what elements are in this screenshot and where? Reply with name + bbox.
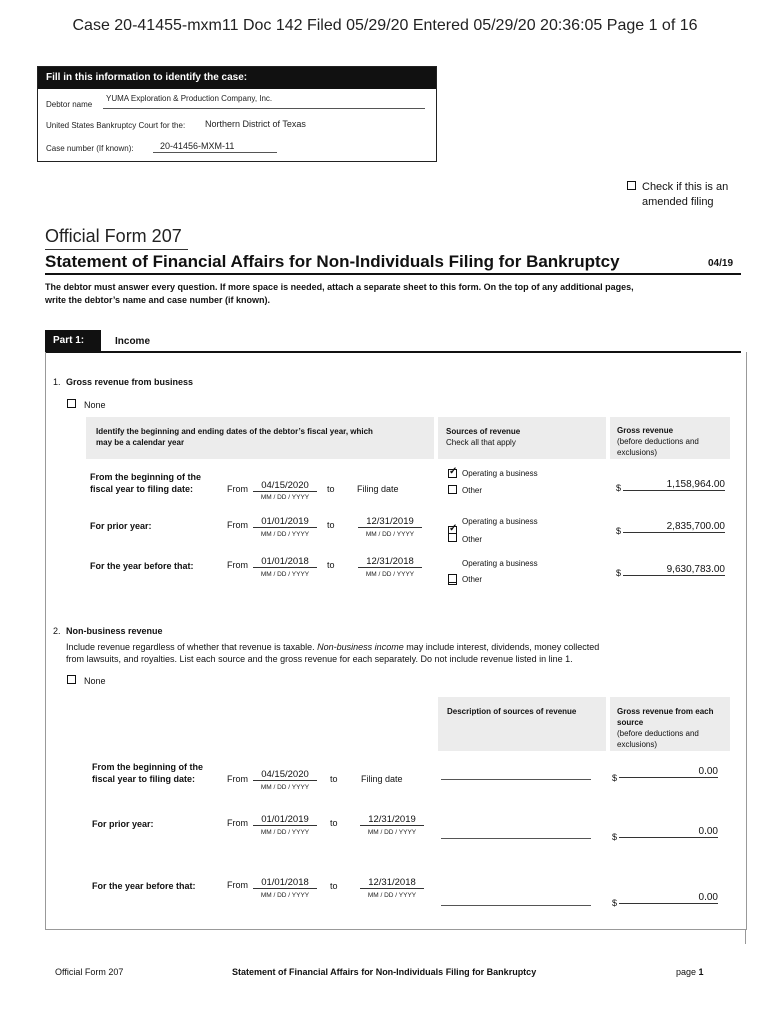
case-number-line xyxy=(153,152,277,153)
q2-row-1-to: to xyxy=(330,818,338,828)
case-number-value[interactable]: 20-41456-MXM-11 xyxy=(160,141,235,151)
q2-row-1-dollar: $ xyxy=(612,832,618,842)
q1-row-0-other-label: Other xyxy=(462,486,483,495)
q2-row-0-dollar: $ xyxy=(612,773,618,783)
q2-header-gross-3: (before deductions and xyxy=(617,729,699,738)
frame-tail xyxy=(745,930,746,944)
q2-header-gross-1: Gross revenue from each xyxy=(617,707,714,716)
q2-description-line-1 xyxy=(66,641,736,653)
q1-row-1-other-checkbox[interactable] xyxy=(448,533,457,542)
q1-row-1-label: For prior year: xyxy=(90,521,152,531)
q2-row-1-from: From xyxy=(227,818,248,828)
debtor-name-line xyxy=(103,108,425,109)
title-rule xyxy=(45,273,741,275)
q2-row-0-description-field[interactable] xyxy=(441,779,591,780)
q1-header-gross-1: Gross revenue xyxy=(617,426,674,435)
q1-row-0-end[interactable]: Filing date xyxy=(357,484,399,494)
q1-row-2-end-date[interactable]: 12/31/2018 xyxy=(358,556,422,568)
q1-header-identify xyxy=(86,417,434,459)
q1-row-0-label-2: fiscal year to filing date: xyxy=(90,484,194,494)
q2-row-0-start-date[interactable]: 04/15/2020 xyxy=(253,769,317,781)
q2-row-2-from: From xyxy=(227,880,248,890)
q1-row-0-start-format: MM / DD / YYYY xyxy=(260,494,310,501)
q1-row-1-to: to xyxy=(327,520,335,530)
q2-row-1-end-date[interactable]: 12/31/2019 xyxy=(360,814,424,826)
form-title: Statement of Financial Affairs for Non-Individuals Filing for Bankruptcy xyxy=(45,252,620,271)
q2-row-0-to: to xyxy=(330,774,338,784)
q2-none-checkbox[interactable] xyxy=(67,675,76,684)
q2-title: Non-business revenue xyxy=(66,626,163,636)
q2-row-2-end-date[interactable]: 12/31/2018 xyxy=(360,877,424,889)
q2-header-gross-4: exclusions) xyxy=(617,740,658,749)
q1-row-2-amount[interactable]: 9,630,783.00 xyxy=(623,564,725,576)
q1-row-0-start-date[interactable]: 04/15/2020 xyxy=(253,480,317,492)
q1-row-2-dollar: $ xyxy=(616,568,622,578)
q2-description-line-2: from lawsuits, and royalties. List each source and the gross revenue for each separately. Do not include revenue listed in line 1. xyxy=(66,654,573,664)
q2-row-2-amount[interactable]: 0.00 xyxy=(619,892,718,904)
q2-none-label: None xyxy=(84,676,106,686)
court-label: United States Bankruptcy Court for the: xyxy=(46,121,186,130)
q1-none-checkbox[interactable] xyxy=(67,399,76,408)
q2-row-2-to: to xyxy=(330,881,338,891)
q2-row-0-label-2: fiscal year to filing date: xyxy=(92,774,196,784)
q1-row-0-label-1: From the beginning of the xyxy=(90,472,201,482)
footer-page-number: 1 xyxy=(698,967,704,977)
q1-row-2-other-label: Other xyxy=(462,575,483,584)
q1-row-0-from: From xyxy=(227,484,248,494)
q1-row-0-amount[interactable]: 1,158,964.00 xyxy=(623,479,725,491)
q1-header-gross xyxy=(610,417,730,459)
q2-row-1-end-format: MM / DD / YYYY xyxy=(367,829,417,836)
q2-header-gross xyxy=(610,697,730,751)
form-revision: 04/19 xyxy=(708,258,734,269)
q2-row-1-start-date[interactable]: 01/01/2019 xyxy=(253,814,317,826)
amended-label-2: amended filing xyxy=(642,196,714,208)
intro-line-1: The debtor must answer every question. If more space is needed, attach a separate sheet to this form. On the top of any additional pages, xyxy=(45,282,634,292)
q1-row-2-operating-label: Operating a business xyxy=(462,559,538,568)
q2-header-gross-2: source xyxy=(617,718,644,727)
form-intro xyxy=(45,281,735,307)
footer-form-number: Official Form 207 xyxy=(55,967,124,977)
official-form-underline xyxy=(45,249,188,250)
q2-row-0-from: From xyxy=(227,774,248,784)
q1-header-identify-1: Identify the beginning and ending dates of the debtor’s fiscal year, which xyxy=(96,427,373,436)
q1-row-0-to: to xyxy=(327,484,335,494)
q2-number: 2. xyxy=(53,626,61,636)
q2-row-0-label xyxy=(92,761,203,785)
q1-row-2-label: For the year before that: xyxy=(90,561,194,571)
intro-line-2: write the debtor’s name and case number (if known). xyxy=(45,295,271,305)
debtor-name-value[interactable]: YUMA Exploration & Production Company, Inc. xyxy=(106,94,273,103)
q1-header-identify-2: may be a calendar year xyxy=(96,438,185,447)
q1-row-0-dollar: $ xyxy=(616,483,622,493)
debtor-name-label: Debtor name xyxy=(46,100,93,109)
q2-header-description xyxy=(438,697,606,751)
q2-row-0-label-1: From the beginning of the xyxy=(92,762,203,772)
q1-number: 1. xyxy=(53,377,61,387)
q2-description xyxy=(66,641,736,665)
part-1-tag: Part 1: xyxy=(45,330,101,352)
q1-row-1-end-date[interactable]: 12/31/2019 xyxy=(358,516,422,528)
q1-header-sources-2: Check all that apply xyxy=(446,438,516,447)
q2-row-2-dollar: $ xyxy=(612,898,618,908)
footer-form-title: Statement of Financial Affairs for Non-Individuals Filing for Bankruptcy xyxy=(232,967,537,977)
q2-header-description-text: Description of sources of revenue xyxy=(447,707,577,716)
q1-row-1-other-label: Other xyxy=(462,535,483,544)
q1-row-0-other-checkbox[interactable] xyxy=(448,485,457,494)
q1-header-sources xyxy=(438,417,606,459)
q2-row-0-start-format: MM / DD / YYYY xyxy=(260,784,310,791)
q1-none-label: None xyxy=(84,400,106,410)
q1-row-0-operating-label: Operating a business xyxy=(462,469,538,478)
footer-page-label: page xyxy=(676,967,699,977)
q1-row-1-end-format: MM / DD / YYYY xyxy=(365,531,415,538)
q1-row-1-from: From xyxy=(227,520,248,530)
q2-para-1a: Include revenue regardless of whether that revenue is taxable. xyxy=(66,642,318,652)
q2-para-1c: may include interest, dividends, money collected xyxy=(403,642,600,652)
q1-row-2-other-checkbox[interactable] xyxy=(448,574,457,583)
court-value[interactable]: Northern District of Texas xyxy=(205,119,306,129)
q1-row-1-amount[interactable]: 2,835,700.00 xyxy=(623,521,725,533)
q1-row-2-start-date[interactable]: 01/01/2018 xyxy=(253,556,317,568)
case-number-label: Case number (If known): xyxy=(46,144,134,153)
id-box-title: Fill in this information to identify the case: xyxy=(38,67,436,89)
q2-row-2-description-field[interactable] xyxy=(441,905,591,906)
q2-row-2-start-date[interactable]: 01/01/2018 xyxy=(253,877,317,889)
q1-row-label xyxy=(90,471,201,495)
official-form-number: Official Form 207 xyxy=(45,226,182,246)
q2-row-1-description-field[interactable] xyxy=(441,838,591,839)
q2-row-1-start-format: MM / DD / YYYY xyxy=(260,829,310,836)
q2-row-0-end[interactable]: Filing date xyxy=(361,774,403,784)
q1-row-0-operating-checkbox[interactable] xyxy=(448,469,457,478)
q2-row-2-end-format: MM / DD / YYYY xyxy=(367,892,417,899)
q1-header-sources-1: Sources of revenue xyxy=(446,427,521,436)
q1-header-gross-3: exclusions) xyxy=(617,448,658,457)
q2-row-2-start-format: MM / DD / YYYY xyxy=(260,892,310,899)
q2-row-1-label: For prior year: xyxy=(92,819,154,829)
q1-header-gross-2: (before deductions and xyxy=(617,437,699,446)
amended-filing-checkbox[interactable] xyxy=(627,181,636,190)
footer-page xyxy=(676,967,704,977)
q1-row-2-start-format: MM / DD / YYYY xyxy=(260,571,310,578)
q1-title: Gross revenue from business xyxy=(66,377,194,387)
part-1-title: Income xyxy=(115,336,151,347)
q1-row-1-dollar: $ xyxy=(616,526,622,536)
amended-label-1: Check if this is an xyxy=(642,181,729,193)
q1-row-1-start-date[interactable]: 01/01/2019 xyxy=(253,516,317,528)
q2-row-0-amount[interactable]: 0.00 xyxy=(619,766,718,778)
court-header: Case 20-41455-mxm11 Doc 142 Filed 05/29/20 Entered 05/29/20 20:36:05 Page 1 of 16 xyxy=(72,17,698,34)
q1-row-2-to: to xyxy=(327,560,335,570)
q2-row-1-amount[interactable]: 0.00 xyxy=(619,826,718,838)
q1-row-1-operating-label: Operating a business xyxy=(462,517,538,526)
q2-row-2-label: For the year before that: xyxy=(92,881,196,891)
q1-row-2-from: From xyxy=(227,560,248,570)
q2-para-1b: Non-business income xyxy=(317,642,404,652)
q1-row-1-start-format: MM / DD / YYYY xyxy=(260,531,310,538)
q1-row-2-end-format: MM / DD / YYYY xyxy=(365,571,415,578)
